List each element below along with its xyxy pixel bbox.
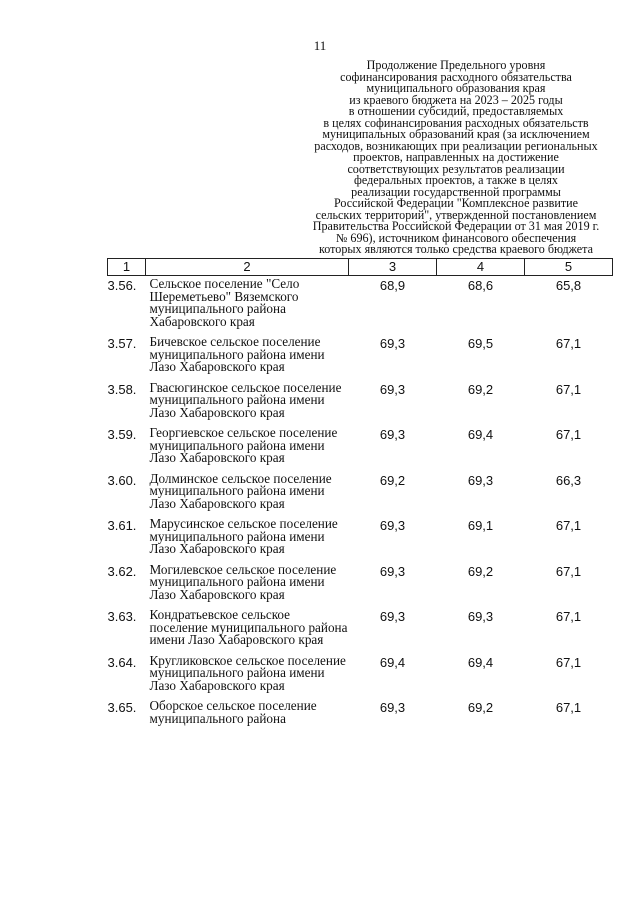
row-number: 3.58. <box>107 381 137 397</box>
table-row <box>108 276 613 335</box>
table-row <box>108 425 613 471</box>
page-number: 11 <box>313 38 327 53</box>
municipality-name: Могилевское сельское поселение муниципального района имени Лазо Хабаровского края <box>149 561 337 602</box>
caption-line: в целях софинансирования расходных обязательств <box>323 115 589 130</box>
row-number: 3.64. <box>107 654 137 670</box>
value-2024: 69,5 <box>467 336 494 351</box>
value-2024: 69,3 <box>467 472 494 488</box>
value-2024: 68,6 <box>467 278 494 293</box>
municipality-name: Георгиевское сельское поселение муниципального района имени Лазо Хабаровского края <box>149 425 338 465</box>
value-2024: 69,2 <box>467 563 494 579</box>
table-header-row <box>108 259 613 276</box>
value-2025: 66,3 <box>555 472 582 488</box>
row-number: 3.61. <box>107 518 137 533</box>
value-2023: 69,4 <box>379 654 406 670</box>
municipality-name: Кондратьевское сельское поселение муниципального района имени Лазо Хабаровского края <box>149 607 348 647</box>
row-number: 3.56. <box>107 278 137 293</box>
value-2023: 69,3 <box>379 518 406 533</box>
value-2025: 67,1 <box>555 609 582 624</box>
municipality-name: Долминское сельское поселение муниципального района имени Лазо Хабаровского края <box>149 470 332 511</box>
table-row <box>108 334 613 380</box>
caption-line: муниципальных образований края (за исключением <box>322 127 590 141</box>
table-row <box>108 516 613 562</box>
caption-line: соответствующих результатов реализации <box>347 161 565 176</box>
table-row <box>108 607 613 653</box>
table-row <box>108 380 613 426</box>
column-header: 5 <box>525 259 613 276</box>
value-2025: 67,1 <box>555 381 582 397</box>
value-2025: 65,8 <box>555 278 582 293</box>
value-2024: 69,4 <box>467 427 494 442</box>
caption-line: муниципального образования края <box>366 81 546 95</box>
caption-line: из краевого бюджета на 2023 – 2025 годы <box>349 92 563 107</box>
table-row <box>108 698 613 731</box>
caption-line: расходов, возникающих при реализации региональных <box>314 138 598 153</box>
value-2023: 69,2 <box>379 472 406 488</box>
column-header: 1 <box>108 259 146 276</box>
data-table <box>107 258 613 731</box>
municipality-name: Оборское сельское поселение муниципального района <box>149 698 317 726</box>
value-2025: 67,1 <box>555 427 582 442</box>
value-2025: 67,1 <box>555 518 582 533</box>
caption-line: Российской Федерации "Комплексное развитие <box>333 196 578 210</box>
value-2023: 69,3 <box>379 700 406 715</box>
caption-line: которых являются только средства краевого бюджета <box>319 242 593 256</box>
value-2024: 69,4 <box>467 654 494 670</box>
caption-line: Продолжение Предельного уровня <box>366 58 546 72</box>
caption-line: в отношении субсидий, предоставляемых <box>348 104 564 118</box>
row-number: 3.63. <box>107 609 137 624</box>
value-2025: 67,1 <box>555 336 582 351</box>
value-2023: 69,3 <box>379 381 406 397</box>
value-2024: 69,2 <box>467 381 494 397</box>
column-header: 4 <box>437 259 525 276</box>
value-2023: 69,3 <box>379 609 406 624</box>
value-2025: 67,1 <box>555 563 582 579</box>
value-2023: 69,3 <box>379 563 406 579</box>
caption-line: реализации государственной программы <box>351 184 561 199</box>
caption-line: проектов, направленных на достижение <box>353 150 559 164</box>
caption-line: софинансирования расходного обязательства <box>340 69 572 84</box>
table-row <box>108 653 613 699</box>
table-row <box>108 562 613 608</box>
table-caption <box>300 60 612 256</box>
column-header: 3 <box>349 259 437 276</box>
value-2024: 69,1 <box>467 518 494 533</box>
value-2023: 69,3 <box>379 427 406 442</box>
municipality-name: Марусинское сельское поселение муниципального района имени Лазо Хабаровского края <box>149 516 338 556</box>
value-2024: 69,3 <box>467 609 494 624</box>
value-2025: 67,1 <box>555 654 582 670</box>
municipality-name: Кругликовское сельское поселение муниципального района имени Лазо Хабаровского края <box>149 652 346 693</box>
value-2024: 69,2 <box>467 700 494 715</box>
row-number: 3.62. <box>107 563 137 579</box>
row-number: 3.57. <box>107 336 137 351</box>
caption-line: № 696), источником финансового обеспечения <box>335 230 577 245</box>
column-header: 2 <box>146 259 349 276</box>
value-2023: 68,9 <box>379 278 406 293</box>
municipality-name: Гвасюгинское сельское поселение муниципального района имени Лазо Хабаровского края <box>149 379 342 420</box>
row-number: 3.65. <box>107 700 137 715</box>
caption-line: Правительства Российской Федерации от 31 мая 2019 г. <box>312 219 600 233</box>
table-row <box>108 471 613 517</box>
row-number: 3.59. <box>107 427 137 442</box>
row-number: 3.60. <box>107 472 137 488</box>
value-2023: 69,3 <box>379 336 406 351</box>
value-2025: 67,1 <box>555 700 582 715</box>
caption-line: федеральных проектов, а также в целях <box>354 173 558 187</box>
municipality-name: Сельское поселение "Село Шереметьево" Вяземского муниципального района Хабаровского края <box>149 276 300 329</box>
caption-line: сельских территорий", утвержденной постановлением <box>315 207 597 222</box>
municipality-name: Бичевское сельское поселение муниципального района имени Лазо Хабаровского края <box>149 334 325 374</box>
